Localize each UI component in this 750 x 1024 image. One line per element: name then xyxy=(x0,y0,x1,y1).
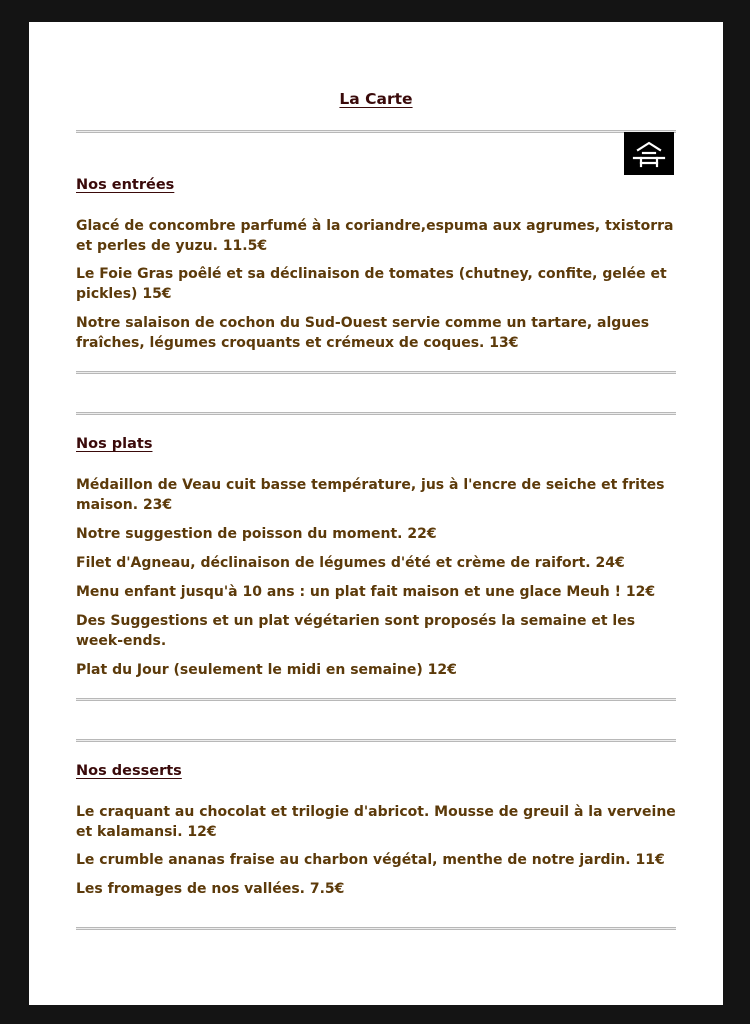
menu-item: Glacé de concombre parfumé à la coriandre,espuma aux agrumes, txistorra et perles de yuzu. 11.5€ xyxy=(76,218,674,254)
section-heading-desserts: Nos desserts xyxy=(76,763,182,779)
house-logo-glyph xyxy=(632,140,666,168)
section-divider xyxy=(76,698,676,701)
menu-item: Le Foie Gras poêlé et sa déclinaison de tomates (chutney, confite, gelée et pickles) 15€ xyxy=(76,266,667,302)
house-logo-icon xyxy=(624,132,674,175)
page-title: La Carte xyxy=(339,90,413,108)
section-divider xyxy=(76,412,676,415)
menu-item: Le craquant au chocolat et trilogie d'abricot. Mousse de greuil à la verveine et kalamansi. 12€ xyxy=(76,804,676,840)
menu-item: Le crumble ananas fraise au charbon végétal, menthe de notre jardin. 11€ xyxy=(76,852,665,868)
section-divider xyxy=(76,739,676,742)
menu-item: Filet d'Agneau, déclinaison de légumes d'été et crème de raifort. 24€ xyxy=(76,555,625,571)
menu-item: Notre salaison de cochon du Sud-Ouest servie comme un tartare, algues fraîches, légumes croquants et crémeux de coques. 13€ xyxy=(76,315,650,351)
menu-page xyxy=(29,22,723,1005)
section-divider xyxy=(76,371,676,374)
menu-item: Les fromages de nos vallées. 7.5€ xyxy=(76,881,345,897)
title-divider xyxy=(76,130,676,133)
menu-item: Des Suggestions et un plat végétarien sont proposés la semaine et les week-ends. xyxy=(76,613,636,649)
menu-item: Menu enfant jusqu'à 10 ans : un plat fait maison et une glace Meuh ! 12€ xyxy=(76,584,656,600)
section-heading-entrees: Nos entrées xyxy=(76,177,175,193)
section-divider xyxy=(76,927,676,930)
section-heading-plats: Nos plats xyxy=(76,436,153,452)
menu-item: Médaillon de Veau cuit basse température, jus à l'encre de seiche et frites maison. 23€ xyxy=(76,477,665,513)
menu-item: Notre suggestion de poisson du moment. 22€ xyxy=(76,526,437,542)
menu-item: Plat du Jour (seulement le midi en semaine) 12€ xyxy=(76,662,457,678)
